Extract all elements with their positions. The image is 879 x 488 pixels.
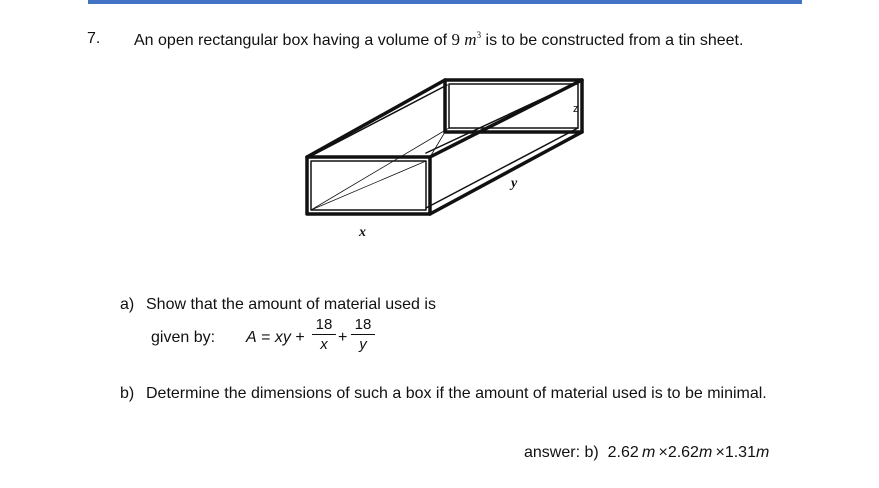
- answer-times-1: ×: [658, 444, 668, 461]
- box-edge-top-left-inner: [313, 85, 447, 155]
- part-b-marker: b): [120, 385, 135, 402]
- fraction-18-over-x: [312, 316, 336, 355]
- box-front-face-inner: [311, 161, 426, 210]
- top-accent-rule: [88, 0, 802, 4]
- question-text: [134, 30, 743, 50]
- part-b-text: Determine the dimensions of such a box if the amount of material used is to be minimal.: [146, 385, 767, 402]
- fraction-18-over-y: [351, 316, 375, 355]
- formula-plus-1: +: [290, 329, 305, 346]
- fraction-1-numerator: 18: [312, 316, 336, 335]
- question-number: 7.: [87, 30, 101, 47]
- fraction-1-denominator: x: [320, 336, 328, 353]
- answer-value-1: 2.62: [607, 444, 639, 461]
- formula-plus-2: +: [338, 329, 348, 346]
- dimension-label-x: x: [359, 225, 366, 240]
- part-a-prompt: [120, 296, 436, 314]
- dimension-label-y: y: [511, 176, 518, 191]
- volume-unit: m: [464, 30, 477, 49]
- box-edge-bottom-right: [430, 132, 582, 214]
- fraction-2-numerator: 18: [351, 316, 375, 335]
- answer-unit-3: m: [755, 444, 770, 461]
- box-hidden-edge: [430, 132, 445, 157]
- volume-value: 9: [451, 30, 461, 49]
- box-back-face: [445, 80, 582, 132]
- question-text-before: An open rectangular box having a volume of: [134, 32, 452, 49]
- volume-exponent: 3: [476, 30, 482, 40]
- box-floor-edge: [311, 128, 449, 210]
- part-a-line1: Show that the amount of material used is: [146, 296, 436, 313]
- fraction-2-denominator: y: [359, 336, 367, 353]
- answer-unit-1: m: [641, 444, 656, 461]
- answer-value-2: 2.62: [667, 444, 699, 461]
- part-a-marker: a): [120, 296, 135, 313]
- box-edge-bottom-right-inner: [426, 128, 578, 208]
- box-back-face-inner: [449, 84, 578, 128]
- answer-line: [524, 444, 769, 462]
- answer-unit-2: m: [698, 444, 713, 461]
- answer-times-2: ×: [715, 444, 725, 461]
- volume-expression: [452, 30, 482, 49]
- box-edge-top-left: [307, 80, 445, 157]
- dimension-label-z: z: [573, 103, 579, 115]
- box-diagonal-front: [311, 161, 426, 210]
- formula-lhs: [246, 329, 305, 347]
- box-front-face: [307, 157, 430, 214]
- answer-value-3: 1.31: [724, 444, 756, 461]
- box-edge-top-right: [430, 80, 582, 157]
- given-by-label: given by:: [151, 329, 216, 346]
- part-b-prompt: [120, 384, 780, 403]
- formula-var-a: A: [246, 329, 257, 346]
- answer-prefix: answer: b): [524, 444, 599, 461]
- formula-xy: xy: [274, 329, 291, 346]
- question-text-after: is to be constructed from a tin sheet.: [481, 32, 744, 49]
- box-edge-top-right-inner: [426, 83, 576, 153]
- formula-equals: =: [256, 329, 275, 346]
